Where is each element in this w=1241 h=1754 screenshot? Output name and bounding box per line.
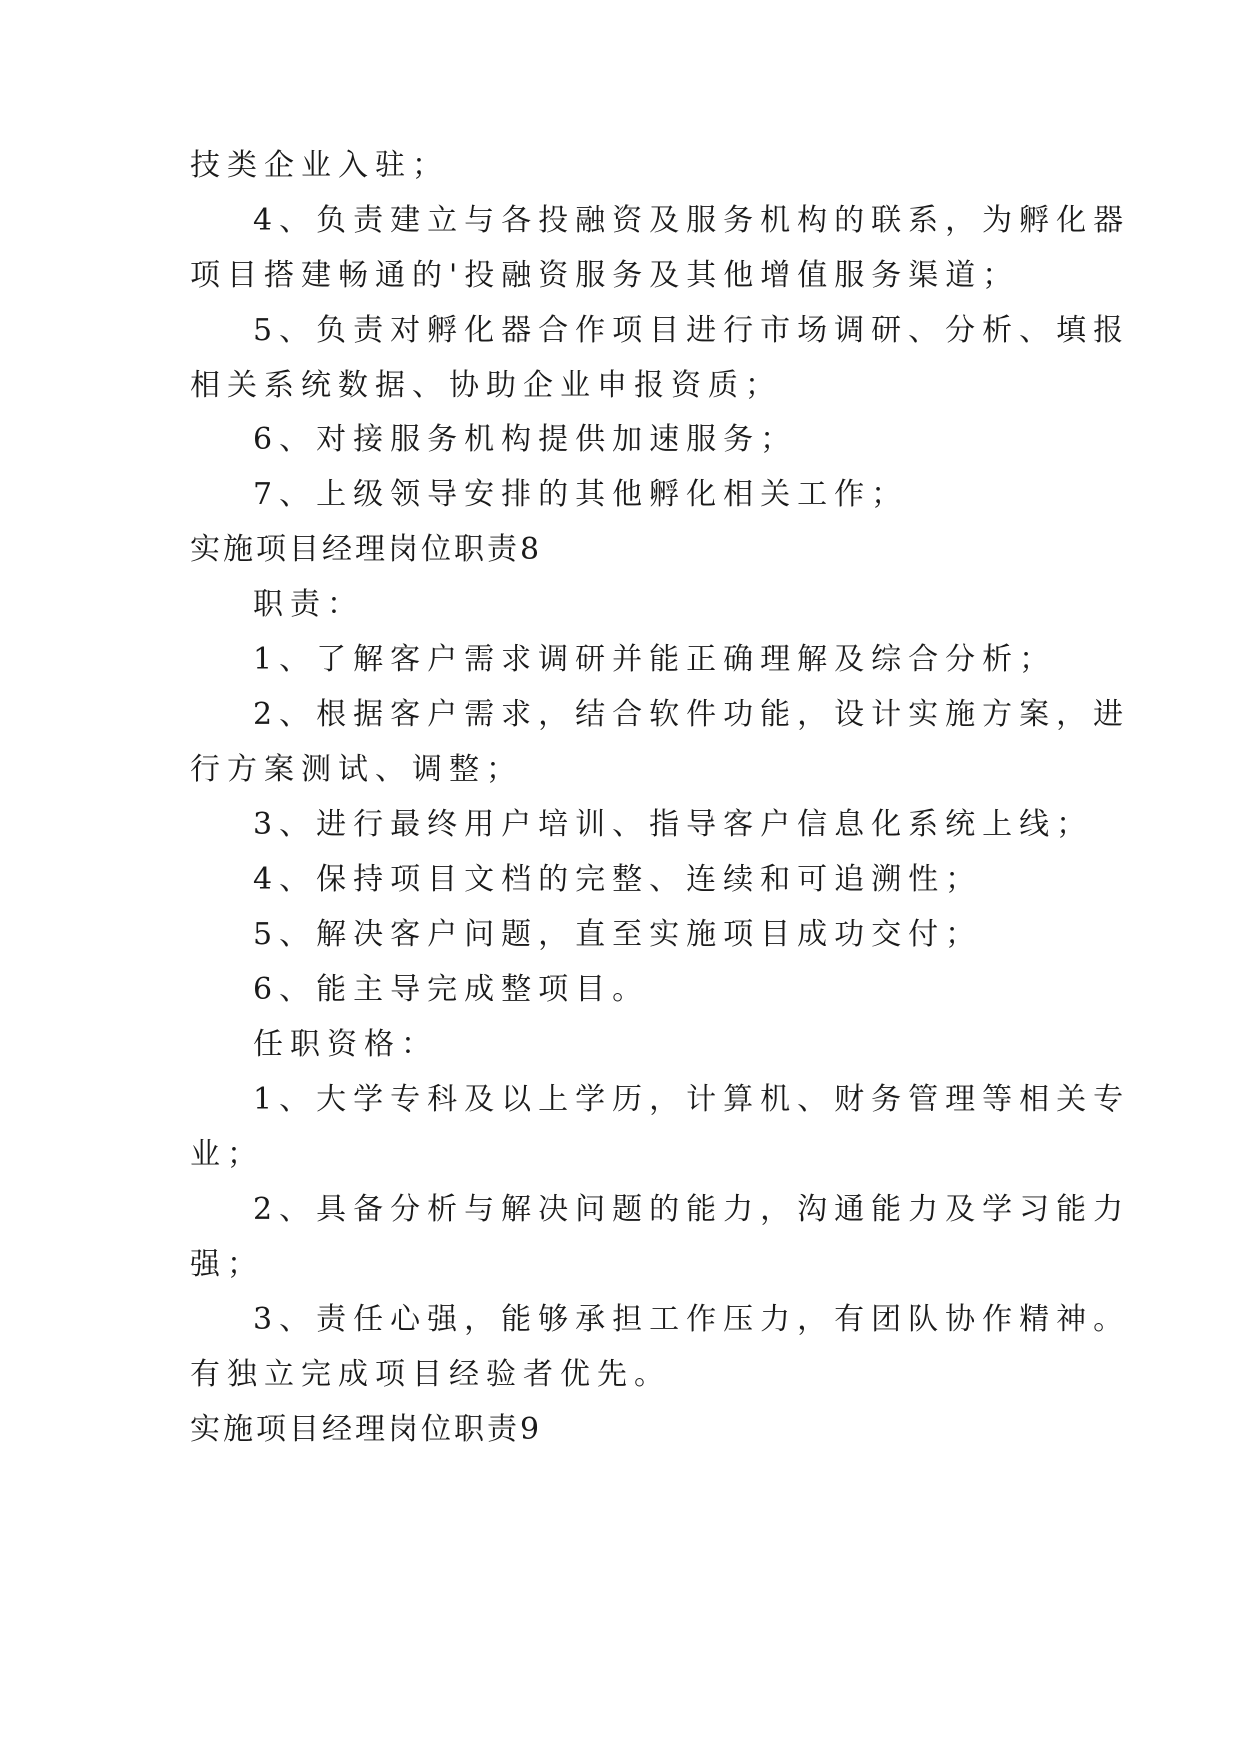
paragraph-line: 4、负责建立与各投融资及服务机构的联系，为孵化器 [253,203,1131,238]
paragraph-line: 6、对接服务机构提供加速服务； [253,422,798,457]
paragraph-line: 1、了解客户需求调研并能正确理解及综合分析； [253,642,1057,677]
subsection-label: 职责： [253,587,364,622]
paragraph-line: 4、保持项目文档的完整、连续和可追溯性； [253,862,983,897]
paragraph-line: 相关系统数据、协助企业申报资质； [190,368,782,403]
paragraph-line: 3、责任心强，能够承担工作压力，有团队协作精神。 [253,1302,1131,1337]
subsection-label: 任职资格： [253,1027,438,1062]
section-heading: 实施项目经理岗位职责9 [190,1412,543,1447]
paragraph-line: 3、进行最终用户培训、指导客户信息化系统上线； [253,807,1094,842]
paragraph-line: 行方案测试、调整； [190,752,523,787]
paragraph-line: 5、负责对孵化器合作项目进行市场调研、分析、填报 [253,313,1131,348]
paragraph-line: 技类企业入驻； [190,148,449,183]
paragraph-line: 1、大学专科及以上学历，计算机、财务管理等相关专 [253,1082,1131,1117]
paragraph-line: 6、能主导完成整项目。 [253,972,650,1007]
paragraph-line: 强； [190,1247,264,1282]
section-heading: 实施项目经理岗位职责8 [190,532,543,567]
paragraph-line: 业； [190,1137,264,1172]
paragraph-line: 5、解决客户问题，直至实施项目成功交付； [253,917,983,952]
paragraph-line: 2、具备分析与解决问题的能力，沟通能力及学习能力 [253,1192,1131,1227]
paragraph-line: 项目搭建畅通的'投融资服务及其他增值服务渠道； [190,258,1020,293]
paragraph-line: 有独立完成项目经验者优先。 [190,1357,671,1392]
paragraph-line: 2、根据客户需求，结合软件功能，设计实施方案，进 [253,697,1131,732]
paragraph-line: 7、上级领导安排的其他孵化相关工作； [253,477,909,512]
